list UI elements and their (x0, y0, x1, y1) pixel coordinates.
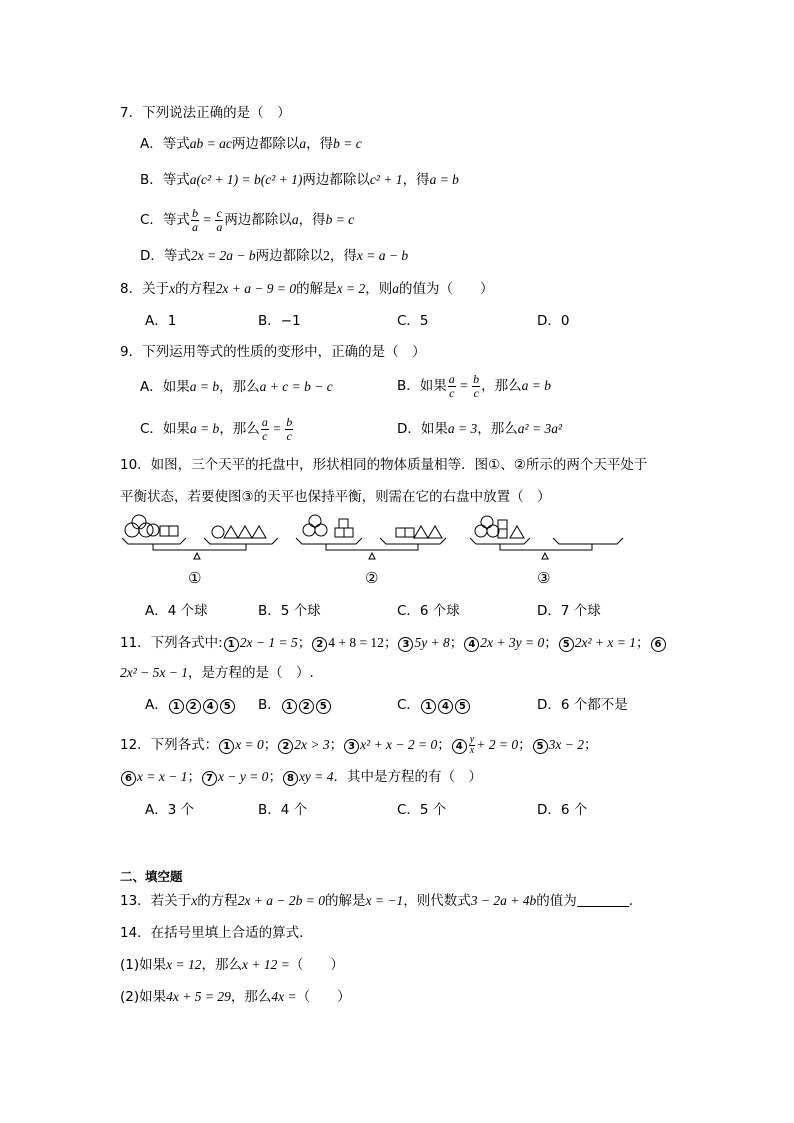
q9-option-d: D．如果a = 3，那么a² = 3a² (397, 421, 562, 437)
q11-stem-cont: 2x² − 5x − 1，是方程的是（ ）. (120, 665, 314, 681)
q11-option-b: B． 1 2 5 (258, 696, 332, 714)
fraction-a-over-c: $\frac{a}{c}$ (261, 414, 268, 443)
q7-option-d: D．等式2x = 2a − b两边都除以2，得x = a − b (140, 248, 409, 264)
fraction-a-over-c: $\frac{a}{c}$ (448, 371, 455, 400)
section-heading: 二、填空题 (120, 869, 183, 884)
q11-option-a: A． 1 2 4 5 (145, 696, 236, 714)
q14-stem: 14．在括号里填上合适的算式． (120, 925, 313, 941)
balance-2 (296, 515, 446, 559)
balance-3 (470, 516, 623, 559)
fraction-c-over-a: $\frac{c}{a}$ (216, 205, 223, 234)
q8-option-c: C．5 (397, 313, 429, 329)
q14-part2: (2)如果4x + 5 = 29，那么4x =（ ） (120, 989, 351, 1005)
q13-stem: 13．若关于x的方程2x + a − 2b = 0的解是x = −1，则代数式3 − 2a + 4b的值为 . (120, 893, 634, 909)
q7-stem: 7．下列说法正确的是（ ） (120, 105, 291, 121)
q11-option-c: C． 1 4 5 (397, 696, 471, 714)
q10-option-d: D．7 个球 (537, 603, 601, 619)
balance-1 (122, 515, 278, 559)
q7-option-a: A．等式ab = ac两边都除以a，得b = c (140, 136, 362, 152)
q12-option-b: B．4 个 (258, 802, 308, 818)
q7-option-b: B．等式a(c² + 1) = b(c² + 1)两边都除以c² + 1，得a = b (140, 172, 459, 188)
q10-stem-line2: 平衡状态，若要使图③的天平也保持平衡，则需在它的右盘中放置（ ） (120, 489, 551, 505)
q10-option-a: A．4 个球 (145, 603, 208, 619)
fig-label-1: ① (188, 569, 202, 587)
q10-option-c: C．6 个球 (397, 603, 460, 619)
q10-option-b: B．5 个球 (258, 603, 321, 619)
fraction-b-over-a: $\frac{b}{a}$ (191, 205, 198, 234)
q9-option-a: A．如果a = b，那么a + c = b − c (140, 379, 333, 395)
q10-stem-line1: 10．如图，三个天平的托盘中，形状相同的物体质量相等．图①、②所示的两个天平处于 (120, 457, 648, 473)
q12-option-a: A．3 个 (145, 802, 195, 818)
fraction-y-over-x: $\frac{y}{x}$ (469, 733, 475, 756)
q11-option-d: D．6 个都不是 (537, 697, 628, 713)
q12-option-d: D．6 个 (537, 802, 588, 818)
fig-label-3: ③ (537, 569, 551, 587)
q8-option-a: A．1 (145, 313, 177, 329)
q8-option-b: B．−1 (258, 313, 301, 329)
q9-option-b: B．如果 $\frac{a}{c}$ = $\frac{b}{c}$ ，那么a = b (397, 371, 552, 400)
q12-stem-cont: 6 x = x − 1； 7 x − y = 0； 8 xy = 4．其中是方程的有（ ） (120, 768, 482, 786)
fig-label-2: ② (365, 569, 379, 587)
q8-option-d: D．0 (537, 313, 570, 329)
q9-stem: 9．下列运用等式的性质的变形中，正确的是（ ） (120, 344, 426, 360)
q14-part1: (1)如果x = 12，那么x + 12 =（ ） (120, 957, 344, 973)
q11-stem: 11．下列各式中: 1 2x − 1 = 5； 2 4 + 8 = 12； 3 5y + 8； 4 2x + 3y = 0； 5 2x² + x = 1； 6 (120, 634, 667, 652)
q9-option-c: C．如果a = b，那么 $\frac{a}{c}$ = $\frac{b}{c}$ (140, 414, 293, 443)
answer-blank[interactable] (577, 892, 629, 907)
fraction-b-over-c: $\frac{b}{c}$ (286, 414, 293, 443)
q8-stem: 8．关于x的方程2x + a − 9 = 0的解是x = 2，则a的值为（ ） (120, 281, 494, 297)
q7-option-c: C．等式 $\frac{b}{a}$ = $\frac{c}{a}$ 两边都除以a，得b = c (140, 205, 355, 234)
fraction-b-over-c: $\frac{b}{c}$ (473, 371, 480, 400)
q12-stem: 12．下列各式： 1 x = 0； 2 2x > 3； 3 x² + x − 2 = 0； 4 $\frac{y}{x}$ + 2 = 0； 5 3x − 2； (120, 733, 598, 756)
q12-option-c: C．5 个 (397, 802, 447, 818)
